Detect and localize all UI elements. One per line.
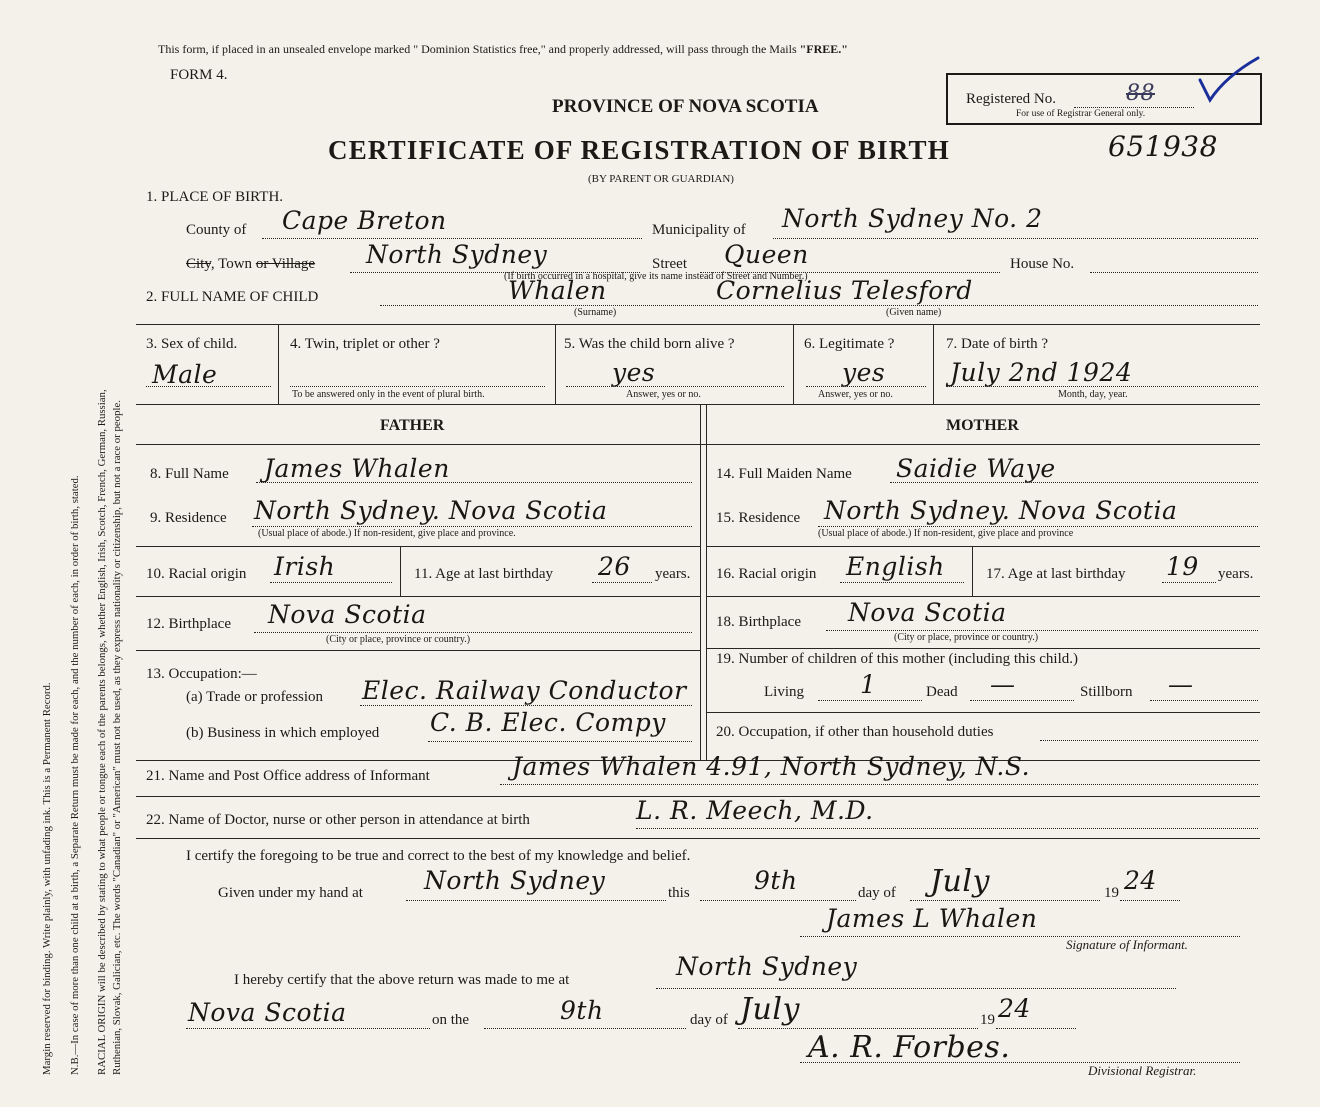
legit-label: 6. Legitimate ? [804, 336, 895, 352]
alive-value: yes [612, 358, 656, 387]
sex-value: Male [152, 360, 218, 389]
certify-statement: I certify the foregoing to be true and correct to the best of my knowledge and belief. [186, 848, 691, 864]
father-birthplace-label: 12. Birthplace [146, 616, 231, 632]
municipality-value: North Sydney No. 2 [782, 204, 1043, 233]
informant-signature: James L Whalen [826, 904, 1038, 933]
nb-instruction: N.B.—In case of more than one child at a birth, a Separate Return must be made for each, and the number of each, in order of birth, stated. [69, 475, 81, 1075]
mail-notice-text: This form, if placed in an unsealed envelope marked " Dominion Statistics free," and properly addressed, will pass through the Mails [158, 42, 797, 56]
day-of-label: day of [858, 885, 896, 901]
province-heading: PROVINCE OF NOVA SCOTIA [552, 96, 819, 117]
mother-children-label: 19. Number of children of this mother (including this child.) [716, 651, 1079, 667]
mother-race-label: 16. Racial origin [716, 566, 817, 582]
father-years-label: years. [655, 566, 691, 582]
certify-month: July [930, 864, 990, 899]
registrar-note: For use of Registrar General only. [1016, 109, 1146, 119]
father-residence-label: 9. Residence [150, 510, 227, 526]
dead-value: — [990, 670, 1016, 699]
alive-note: Answer, yes or no. [626, 389, 701, 400]
registrar-place-2: Nova Scotia [188, 998, 347, 1027]
father-name-label: 8. Full Name [150, 466, 229, 482]
father-residence-note: (Usual place of abode.) If non-resident, give place and province. [258, 528, 516, 539]
living-value: 1 [860, 670, 877, 699]
stillborn-label: Stillborn [1080, 684, 1133, 700]
mother-residence-note: (Usual place of abode.) If non-resident, give place and province [818, 528, 1074, 539]
margin-note: Margin reserved for binding. Write plainly, with unfading ink. This is a Permanent Record. [41, 682, 53, 1075]
father-age-label: 11. Age at last birthday [414, 566, 553, 582]
certify-year: 24 [1124, 866, 1157, 895]
page-subtitle: (BY PARENT OR GUARDIAN) [588, 173, 734, 185]
dead-label: Dead [926, 684, 958, 700]
form-number: FORM 4. [170, 67, 228, 83]
given-caption: (Given name) [886, 307, 942, 318]
given-under-label: Given under my hand at [218, 885, 363, 901]
child-given-name: Cornelius Telesford [716, 276, 973, 305]
father-age: 26 [598, 552, 631, 581]
dob-label: 7. Date of birth ? [946, 336, 1049, 352]
father-birthplace-note: (City or place, province or country.) [326, 634, 471, 645]
child-surname: Whalen [508, 276, 607, 305]
certify-year-prefix: 19 [1104, 885, 1119, 901]
registrar-caption: Divisional Registrar. [1088, 1063, 1197, 1078]
legit-note: Answer, yes or no. [818, 389, 893, 400]
father-trade: Elec. Railway Conductor [362, 676, 687, 705]
city-struck: City [186, 256, 211, 272]
living-label: Living [764, 684, 804, 700]
mother-birthplace: Nova Scotia [848, 598, 1007, 627]
registrar-place: North Sydney [676, 952, 858, 981]
place-heading: 1. PLACE OF BIRTH. [146, 189, 284, 205]
doctor-value: L. R. Meech, M.D. [636, 796, 874, 825]
mother-name: Saidie Waye [896, 454, 1056, 483]
municipality-label: Municipality of [652, 222, 746, 238]
registrar-day-of-label: day of [690, 1012, 728, 1028]
registrar-year-prefix: 19 [980, 1012, 995, 1028]
or-village-struck: or Village [255, 256, 316, 272]
stillborn-value: — [1168, 670, 1194, 699]
father-business: C. B. Elec. Compy [430, 708, 666, 737]
on-the-label: on the [432, 1012, 470, 1028]
father-race-label: 10. Racial origin [146, 566, 247, 582]
child-name-label: 2. FULL NAME OF CHILD [146, 289, 319, 305]
mother-years-label: years. [1218, 566, 1254, 582]
street-value: Queen [724, 240, 809, 269]
registrar-statement: I hereby certify that the above return was made to me at [234, 972, 570, 988]
racial-instruction: RACIAL ORIGIN will be described by stating to what people or tongue each of the parents belongs, whether English, Irish, Scotch, French, German, Russian, [96, 389, 108, 1075]
father-trade-label: (a) Trade or profession [186, 689, 324, 705]
informant-label: 21. Name and Post Office address of Informant [146, 768, 430, 784]
certify-place: North Sydney [424, 866, 606, 895]
registrar-signature: A. R. Forbes. [808, 1030, 1011, 1065]
alive-label: 5. Was the child born alive ? [564, 336, 735, 352]
free-label: "FREE." [799, 42, 848, 56]
registrar-year: 24 [998, 994, 1031, 1023]
father-birthplace: Nova Scotia [268, 600, 427, 629]
registrar-day: 9th [560, 996, 604, 1025]
mother-race: English [846, 552, 945, 581]
registered-label: Registered No. [966, 91, 1056, 107]
page-title: CERTIFICATE OF REGISTRATION OF BIRTH [328, 135, 950, 165]
mother-birthplace-label: 18. Birthplace [716, 614, 801, 630]
mother-residence-label: 15. Residence [716, 510, 801, 526]
mother-heading: MOTHER [946, 417, 1019, 434]
racial-instruction-2: Ruthenian, Slovak, Galician, etc. The words "Canadian" or "American" must not be used, as they express nationality or citizenship, but not a race or people. [111, 400, 123, 1075]
mother-age: 19 [1166, 552, 1199, 581]
this-label: this [668, 885, 690, 901]
informant-signature-caption: Signature of Informant. [1066, 937, 1188, 952]
town-label-group [186, 256, 315, 273]
mother-age-label: 17. Age at last birthday [986, 566, 1126, 582]
mother-birthplace-note: (City or place, province or country.) [894, 632, 1039, 643]
checkmark-icon [1196, 52, 1266, 112]
registrar-month: July [740, 992, 800, 1027]
mother-residence: North Sydney. Nova Scotia [824, 496, 1178, 525]
dob-note: Month, day, year. [1058, 389, 1128, 400]
town-value: North Sydney [366, 240, 548, 269]
father-race: Irish [274, 552, 336, 581]
county-value: Cape Breton [282, 206, 447, 235]
county-label: County of [186, 222, 247, 238]
father-name: James Whalen [264, 454, 450, 483]
father-occupation-label: 13. Occupation:— [146, 666, 257, 682]
mother-name-label: 14. Full Maiden Name [716, 466, 852, 482]
hospital-note: (If birth occurred in a hospital, give its name instead of Street and Number.) [504, 271, 808, 282]
dob-value: July 2nd 1924 [950, 358, 1133, 387]
mother-occupation-label: 20. Occupation, if other than household duties [716, 724, 994, 740]
sex-label: 3. Sex of child. [146, 336, 238, 352]
informant-value: James Whalen 4.91, North Sydney, N.S. [512, 752, 1031, 781]
registered-number: 88 [1126, 81, 1155, 106]
mail-notice [158, 42, 848, 57]
house-label: House No. [1010, 256, 1075, 272]
father-heading: FATHER [380, 417, 445, 434]
surname-caption: (Surname) [574, 307, 617, 318]
father-business-label: (b) Business in which employed [186, 725, 380, 741]
handwritten-number: 651938 [1108, 130, 1218, 163]
doctor-label: 22. Name of Doctor, nurse or other person in attendance at birth [146, 812, 530, 828]
town-label: , Town [210, 256, 253, 272]
legit-value: yes [842, 358, 886, 387]
street-label: Street [652, 256, 687, 272]
father-residence: North Sydney. Nova Scotia [254, 496, 608, 525]
twin-note: To be answered only in the event of plural birth. [292, 389, 485, 400]
certify-day: 9th [754, 866, 798, 895]
twin-label: 4. Twin, triplet or other ? [290, 336, 440, 352]
